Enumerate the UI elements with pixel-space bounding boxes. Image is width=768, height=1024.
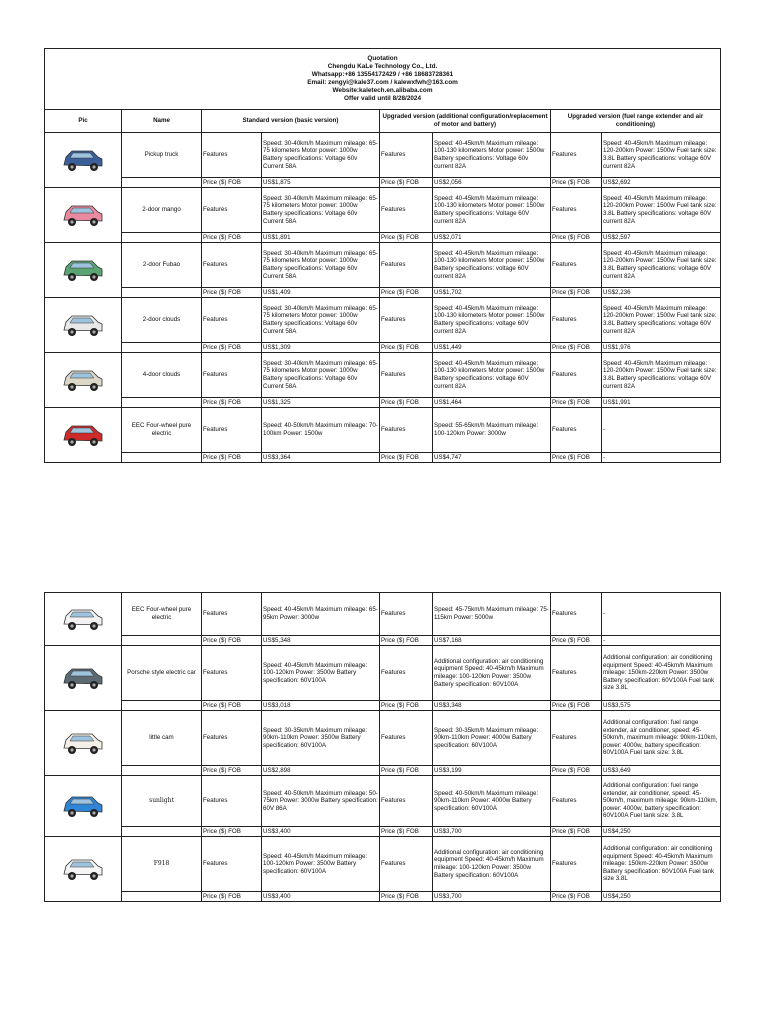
features-label: Features — [380, 593, 433, 636]
features-label: Features — [202, 353, 262, 398]
product-name: 4-door clouds — [122, 353, 202, 398]
price-label: Price ($) FOB — [551, 701, 602, 711]
price-label: Price ($) FOB — [202, 343, 262, 353]
product-row — [45, 837, 721, 892]
product-name: 2-door Fubao — [122, 243, 202, 288]
upgraded-ac-price: US$2,071 — [433, 233, 551, 243]
upgraded-fuel-price: US$1,991 — [602, 398, 721, 408]
price-label: Price ($) FOB — [551, 343, 602, 353]
name-blank — [122, 398, 202, 408]
features-label: Features — [202, 646, 262, 701]
header-company: Chengdu KaLe Technology Co., Ltd. — [327, 63, 438, 70]
features-label: Features — [202, 133, 262, 178]
price-label: Price ($) FOB — [380, 288, 433, 298]
features-label: Features — [380, 133, 433, 178]
price-row — [45, 892, 721, 902]
upgraded-fuel-price: US$2,692 — [602, 178, 721, 188]
upgraded-fuel-price: - — [602, 636, 721, 646]
product-row — [45, 133, 721, 178]
price-label: Price ($) FOB — [202, 178, 262, 188]
header-title: Quotation — [367, 55, 398, 62]
price-label: Price ($) FOB — [551, 636, 602, 646]
price-row — [45, 636, 721, 646]
features-label: Features — [380, 298, 433, 343]
product-name: 2-door mango — [122, 188, 202, 233]
features-label: Features — [380, 188, 433, 233]
product-row — [45, 188, 721, 233]
clouds-4door-image — [60, 365, 106, 395]
upgraded-ac-price: US$1,449 — [433, 343, 551, 353]
product-image-cell — [45, 646, 122, 711]
price-row — [45, 178, 721, 188]
eec-red-car-image — [60, 420, 106, 450]
standard-price: US$2,898 — [262, 766, 380, 776]
product-row — [45, 646, 721, 701]
price-label: Price ($) FOB — [202, 766, 262, 776]
standard-features: Speed: 30-40km/h Maximum mileage: 65-75 kilometers Motor power: 1000w Battery specifications: Voltage 60v Current 58A — [262, 243, 380, 288]
product-image-cell — [45, 776, 122, 837]
standard-price: US$1,309 — [262, 343, 380, 353]
price-label: Price ($) FOB — [380, 636, 433, 646]
col-upgraded-fuel: Upgraded version (fuel range extender and air conditioning) — [551, 110, 721, 133]
product-name: EEC Four-wheel pure electric — [122, 408, 202, 453]
upgraded-fuel-features: - — [602, 593, 721, 636]
product-row — [45, 776, 721, 827]
standard-features: Speed: 30-40km/h Maximum mileage: 65-75 kilometers Motor power: 1000w Battery specifications: Voltage 60v Current 58A — [262, 188, 380, 233]
eec-white-car-image — [60, 604, 106, 634]
features-label: Features — [202, 593, 262, 636]
upgraded-ac-price: US$4,747 — [433, 453, 551, 463]
price-label: Price ($) FOB — [551, 288, 602, 298]
col-upgraded-ac: Upgraded version (additional configuration/replacement of motor and battery) — [380, 110, 551, 133]
header-website: Website:kaletech.en.alibaba.com — [332, 87, 433, 94]
standard-features: Speed: 30-40km/h Maximum mileage: 65-75 kilometers Motor power: 1000w Battery specifications: Voltage 60v Current 58A — [262, 133, 380, 178]
col-standard: Standard version (basic version) — [202, 110, 380, 133]
features-label: Features — [551, 188, 602, 233]
features-label: Features — [202, 776, 262, 827]
product-name: sunlight — [122, 776, 202, 827]
upgraded-ac-price: US$3,348 — [433, 701, 551, 711]
features-label: Features — [202, 711, 262, 766]
porsche-style-car-image — [60, 663, 106, 693]
product-name: Pickup truck — [122, 133, 202, 178]
product-image-cell — [45, 243, 122, 298]
price-label: Price ($) FOB — [551, 892, 602, 902]
standard-features: Speed: 30-40km/h Maximum mileage: 65-75 kilometers Motor power: 1000w Battery specifications: Voltage 60v Current 58A — [262, 353, 380, 398]
standard-price: US$3,400 — [262, 827, 380, 837]
upgraded-fuel-features: Speed: 40-45km/h Maximum mileage: 120-200km Power: 1500w Fuel tank size: 3.8L Battery specifications: voltage 60V current 82A — [602, 353, 721, 398]
product-image-cell — [45, 408, 122, 463]
name-blank — [122, 701, 202, 711]
price-row — [45, 766, 721, 776]
upgraded-ac-price: US$3,700 — [433, 892, 551, 902]
product-image-cell — [45, 837, 122, 902]
price-row — [45, 398, 721, 408]
price-label: Price ($) FOB — [380, 827, 433, 837]
price-label: Price ($) FOB — [202, 453, 262, 463]
standard-features: Speed: 40-50km/h Maximum mileage: 70-100km Power: 1500w — [262, 408, 380, 453]
upgraded-ac-price: US$1,702 — [433, 288, 551, 298]
features-label: Features — [202, 298, 262, 343]
upgraded-fuel-price: US$4,250 — [602, 827, 721, 837]
price-label: Price ($) FOB — [380, 398, 433, 408]
standard-price: US$5,348 — [262, 636, 380, 646]
f918-car-image — [60, 854, 106, 884]
upgraded-fuel-price: US$4,250 — [602, 892, 721, 902]
standard-price: US$1,409 — [262, 288, 380, 298]
price-label: Price ($) FOB — [380, 233, 433, 243]
header-valid-until: Offer valid until 8/28/2024 — [343, 95, 422, 102]
features-label: Features — [551, 593, 602, 636]
features-label: Features — [202, 837, 262, 892]
price-label: Price ($) FOB — [551, 827, 602, 837]
name-blank — [122, 827, 202, 837]
upgraded-fuel-features: - — [602, 408, 721, 453]
product-row — [45, 298, 721, 343]
header-whatsapp: Whatsapp:+86 13554172429 / +86 18683728361 — [311, 71, 454, 78]
price-label: Price ($) FOB — [551, 178, 602, 188]
upgraded-ac-features: Speed: 40-45km/h Maximum mileage: 100-130 kilometers Motor power: 1500w Battery specifications: Voltage 60v current 82A — [433, 133, 551, 178]
features-label: Features — [551, 711, 602, 766]
price-row — [45, 288, 721, 298]
price-label: Price ($) FOB — [551, 453, 602, 463]
product-name: EEC Four-wheel pure electric — [122, 593, 202, 636]
upgraded-ac-features: Speed: 30-35km/h Maximum mileage: 90km-110km Power: 4000w Battery specification: 60V100A — [433, 711, 551, 766]
sunlight-car-image — [60, 791, 106, 821]
upgraded-fuel-price: US$3,575 — [602, 701, 721, 711]
product-name: F918 — [122, 837, 202, 892]
standard-price: US$1,875 — [262, 178, 380, 188]
features-label: Features — [551, 408, 602, 453]
features-label: Features — [551, 133, 602, 178]
name-blank — [122, 453, 202, 463]
price-row — [45, 827, 721, 837]
features-label: Features — [380, 837, 433, 892]
upgraded-fuel-features: Additional configuration: fuel range extender, air conditioner, speed: 45-50km/h, maximum mileage: 90km-110km, power: 4000w, battery specification: 60V100A Fuel tank size: 3.8L — [602, 776, 721, 827]
upgraded-ac-features: Speed: 40-45km/h Maximum mileage: 100-130 kilometers Motor power: 1500w Battery specifications: voltage 60V current 82A — [433, 298, 551, 343]
header-email: Email: zengyi@kale37.com / kalewxfwh@163.com — [307, 79, 458, 86]
quotation-table-2 — [44, 592, 721, 902]
price-label: Price ($) FOB — [202, 892, 262, 902]
col-name: Name — [122, 110, 202, 133]
price-label: Price ($) FOB — [202, 398, 262, 408]
price-label: Price ($) FOB — [380, 766, 433, 776]
clouds-car-image — [60, 310, 106, 340]
features-label: Features — [551, 776, 602, 827]
standard-price: US$3,018 — [262, 701, 380, 711]
name-blank — [122, 636, 202, 646]
upgraded-ac-price: US$3,199 — [433, 766, 551, 776]
quotation-table-1 — [44, 48, 721, 463]
standard-price: US$1,325 — [262, 398, 380, 408]
upgraded-fuel-price: US$2,236 — [602, 288, 721, 298]
price-label: Price ($) FOB — [551, 233, 602, 243]
pickup-truck-image — [60, 145, 106, 175]
upgraded-ac-features: Speed: 55-65km/h Maximum mileage: 100-120km Power: 3000w — [433, 408, 551, 453]
upgraded-ac-price: US$7,168 — [433, 636, 551, 646]
little-cam-car-image — [60, 728, 106, 758]
upgraded-fuel-price: - — [602, 453, 721, 463]
features-label: Features — [202, 408, 262, 453]
price-label: Price ($) FOB — [380, 178, 433, 188]
upgraded-ac-features: Speed: 40-45km/h Maximum mileage: 100-130 kilometers Motor power: 1500w Battery specifications: voltage 60V current 82A — [433, 353, 551, 398]
name-blank — [122, 288, 202, 298]
price-row — [45, 701, 721, 711]
product-image-cell — [45, 298, 122, 353]
mango-car-image — [60, 200, 106, 230]
standard-features: Speed: 40-45km/h Maximum mileage: 100-120km Power: 3500w Battery specification: 60V100A — [262, 646, 380, 701]
upgraded-ac-features: Speed: 45-75km/h Maximum mileage: 75-115km Power: 5000w — [433, 593, 551, 636]
price-row — [45, 453, 721, 463]
price-row — [45, 343, 721, 353]
upgraded-fuel-features: Speed: 40-45km/h Maximum mileage: 120-200km Power: 1500w Fuel tank size: 3.8L Battery specifications: voltage 60V current 82A — [602, 133, 721, 178]
col-pic: Pic — [45, 110, 122, 133]
features-label: Features — [202, 188, 262, 233]
features-label: Features — [380, 243, 433, 288]
product-row — [45, 711, 721, 766]
standard-features: Speed: 30-35km/h Maximum mileage: 90km-110km Power: 3500w Battery specification: 60V100A — [262, 711, 380, 766]
name-blank — [122, 766, 202, 776]
price-label: Price ($) FOB — [202, 827, 262, 837]
upgraded-ac-price: US$3,700 — [433, 827, 551, 837]
product-image-cell — [45, 711, 122, 776]
product-image-cell — [45, 353, 122, 408]
features-label: Features — [551, 837, 602, 892]
product-image-cell — [45, 593, 122, 646]
upgraded-ac-price: US$1,464 — [433, 398, 551, 408]
upgraded-ac-features: Speed: 40-50km/h Maximum mileage: 90km-110km Power: 4000w Battery specification: 60V100A — [433, 776, 551, 827]
product-name: little cam — [122, 711, 202, 766]
price-label: Price ($) FOB — [202, 701, 262, 711]
upgraded-fuel-features: Speed: 40-45km/h Maximum mileage: 120-200km Power: 1500w Fuel tank size: 3.8L Battery specifications: voltage 60V current 82A — [602, 298, 721, 343]
price-label: Price ($) FOB — [380, 701, 433, 711]
name-blank — [122, 343, 202, 353]
product-row — [45, 353, 721, 398]
features-label: Features — [380, 353, 433, 398]
upgraded-fuel-price: US$2,597 — [602, 233, 721, 243]
standard-price: US$3,364 — [262, 453, 380, 463]
standard-price: US$1,891 — [262, 233, 380, 243]
price-label: Price ($) FOB — [380, 892, 433, 902]
product-image-cell — [45, 133, 122, 188]
product-image-cell — [45, 188, 122, 243]
features-label: Features — [380, 646, 433, 701]
price-label: Price ($) FOB — [551, 766, 602, 776]
features-label: Features — [551, 243, 602, 288]
upgraded-ac-features: Additional configuration: air conditioning equipment Speed: 40-45km/h Maximum mileage: 100-120km Power: 3500w Battery specification: 60V100A — [433, 837, 551, 892]
price-label: Price ($) FOB — [202, 233, 262, 243]
price-label: Price ($) FOB — [380, 343, 433, 353]
upgraded-ac-features: Speed: 40-45km/h Maximum mileage: 100-130 kilometers Motor power: 1500w Battery specifications: voltage 60V current 82A — [433, 243, 551, 288]
price-label: Price ($) FOB — [202, 636, 262, 646]
upgraded-ac-price: US$2,056 — [433, 178, 551, 188]
name-blank — [122, 892, 202, 902]
upgraded-fuel-features: Additional configuration: fuel range extender, air conditioner, speed: 45-50km/h, maximum mileage: 90km-110km, power: 4000w, battery specification: 60V100A Fuel tank size: 3.8L — [602, 711, 721, 766]
price-label: Price ($) FOB — [202, 288, 262, 298]
features-label: Features — [551, 298, 602, 343]
upgraded-fuel-features: Speed: 40-45km/h Maximum mileage: 120-200km Power: 1500w Fuel tank size: 3.8L Battery specifications: voltage 60V current 82A — [602, 243, 721, 288]
product-row — [45, 408, 721, 453]
features-label: Features — [380, 408, 433, 453]
standard-features: Speed: 30-40km/h Maximum mileage: 65-75 kilometers Motor power: 1000w Battery specifications: Voltage 60v Current 58A — [262, 298, 380, 343]
price-label: Price ($) FOB — [380, 453, 433, 463]
standard-features: Speed: 40-50km/h Maximum mileage: 50-75km Power: 3000w Battery specification: 60V 86A — [262, 776, 380, 827]
quotation-header — [45, 49, 721, 110]
price-label: Price ($) FOB — [551, 398, 602, 408]
name-blank — [122, 233, 202, 243]
features-label: Features — [551, 646, 602, 701]
fubao-car-image — [60, 255, 106, 285]
product-row — [45, 593, 721, 636]
upgraded-fuel-price: US$3,649 — [602, 766, 721, 776]
standard-features: Speed: 40-45km/h Maximum mileage: 65-95km Power: 3000w — [262, 593, 380, 636]
upgraded-fuel-features: Additional configuration: air conditioning equipment Speed: 40-45km/h Maximum mileage: 150km-220km Power: 3500w Battery specification: 60V100A Fuel tank size 3.8L — [602, 837, 721, 892]
features-label: Features — [380, 711, 433, 766]
standard-price: US$3,400 — [262, 892, 380, 902]
name-blank — [122, 178, 202, 188]
product-name: 2-door clouds — [122, 298, 202, 343]
product-row — [45, 243, 721, 288]
upgraded-ac-features: Speed: 40-45km/h Maximum mileage: 100-130 kilometers Motor power: 1500w Battery specifications: Voltage 60V current 82A — [433, 188, 551, 233]
upgraded-ac-features: Additional configuration: air conditioning equipment Speed: 40-45km/h Maximum mileage: 100-120km Power: 3500w Battery specification: 60V100A — [433, 646, 551, 701]
features-label: Features — [551, 353, 602, 398]
features-label: Features — [202, 243, 262, 288]
product-name: Porsche style electric car — [122, 646, 202, 701]
standard-features: Speed: 40-45km/h Maximum mileage: 100-120km Power: 3500w Battery specification: 60V100A — [262, 837, 380, 892]
upgraded-fuel-price: US$1,976 — [602, 343, 721, 353]
upgraded-fuel-features: Speed: 40-45km/h Maximum mileage: 120-200km Power: 1500w Fuel tank size: 3.8L Battery specifications: voltage 60V current 82A — [602, 188, 721, 233]
upgraded-fuel-features: Additional configuration: air conditioning equipment Speed: 40-45km/h Maximum mileage: 150km-220km Power: 3500w Battery specification: 60V100A Fuel tank size 3.8L — [602, 646, 721, 701]
price-row — [45, 233, 721, 243]
features-label: Features — [380, 776, 433, 827]
